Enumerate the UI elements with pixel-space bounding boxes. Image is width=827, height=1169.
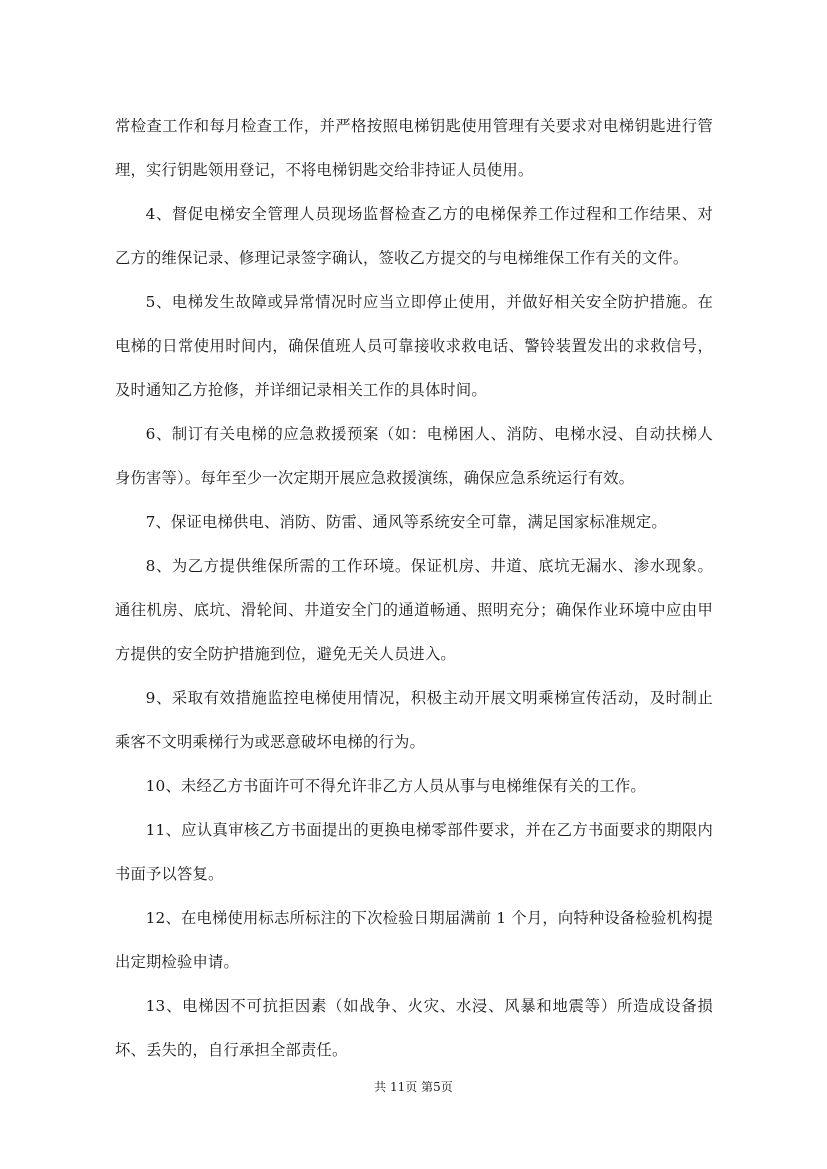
paragraph-continuation: 常检查工作和每月检查工作，并严格按照电梯钥匙使用管理有关要求对电梯钥匙进行管理，实行钥匙领用登记，不将电梯钥匙交给非持证人员使用。 bbox=[115, 117, 713, 179]
paragraph-item-6: 6、制订有关电梯的应急救援预案（如：电梯困人、消防、电梯水浸、自动扶梯人身伤害等）。每年至少一次定期开展应急救援演练，确保应急系统运行有效。 bbox=[115, 425, 713, 487]
document-body bbox=[115, 104, 713, 1072]
paragraph-item-8: 8、为乙方提供维保所需的工作环境。保证机房、井道、底坑无漏水、渗水现象。通往机房、底坑、滑轮间、井道安全门的通道畅通、照明充分；确保作业环境中应由甲方提供的安全防护措施到位，避免无关人员进入。 bbox=[115, 557, 713, 663]
paragraph-item-5: 5、电梯发生故障或异常情况时应当立即停止使用，并做好相关安全防护措施。在电梯的日常使用时间内，确保值班人员可靠接收求救电话、警铃装置发出的求救信号，及时通知乙方抢修，并详细记录相关工作的具体时间。 bbox=[115, 293, 713, 399]
footer-total-suffix: 页 bbox=[405, 1080, 418, 1094]
paragraph-item-11: 11、应认真审核乙方书面提出的更换电梯零部件要求，并在乙方书面要求的期限内书面予以答复。 bbox=[115, 821, 713, 883]
paragraph-item-12: 12、在电梯使用标志所标注的下次检验日期届满前 1 个月，向特种设备检验机构提出定期检验申请。 bbox=[115, 909, 713, 971]
paragraph-item-9: 9、采取有效措施监控电梯使用情况，积极主动开展文明乘梯宣传活动，及时制止乘客不文明乘梯行为或恶意破坏电梯的行为。 bbox=[115, 689, 713, 751]
paragraph-item-7: 7、保证电梯供电、消防、防雷、通风等系统安全可靠，满足国家标准规定。 bbox=[145, 513, 667, 531]
footer-current-page: 5 bbox=[433, 1080, 441, 1094]
footer-current-prefix: 第 bbox=[421, 1080, 434, 1094]
page-footer bbox=[0, 1079, 827, 1095]
footer-current-suffix: 页 bbox=[440, 1080, 453, 1094]
paragraph-item-10: 10、未经乙方书面许可不得允许非乙方人员从事与电梯维保有关的工作。 bbox=[145, 777, 646, 795]
paragraph-item-4: 4、督促电梯安全管理人员现场监督检查乙方的电梯保养工作过程和工作结果、对乙方的维保记录、修理记录签字确认，签收乙方提交的与电梯维保工作有关的文件。 bbox=[115, 205, 713, 267]
footer-total-pages: 11 bbox=[390, 1080, 406, 1094]
footer-total-prefix: 共 bbox=[374, 1080, 387, 1094]
paragraph-item-13: 13、电梯因不可抗拒因素（如战争、火灾、水浸、风暴和地震等）所造成设备损坏、丢失的，自行承担全部责任。 bbox=[115, 997, 713, 1059]
